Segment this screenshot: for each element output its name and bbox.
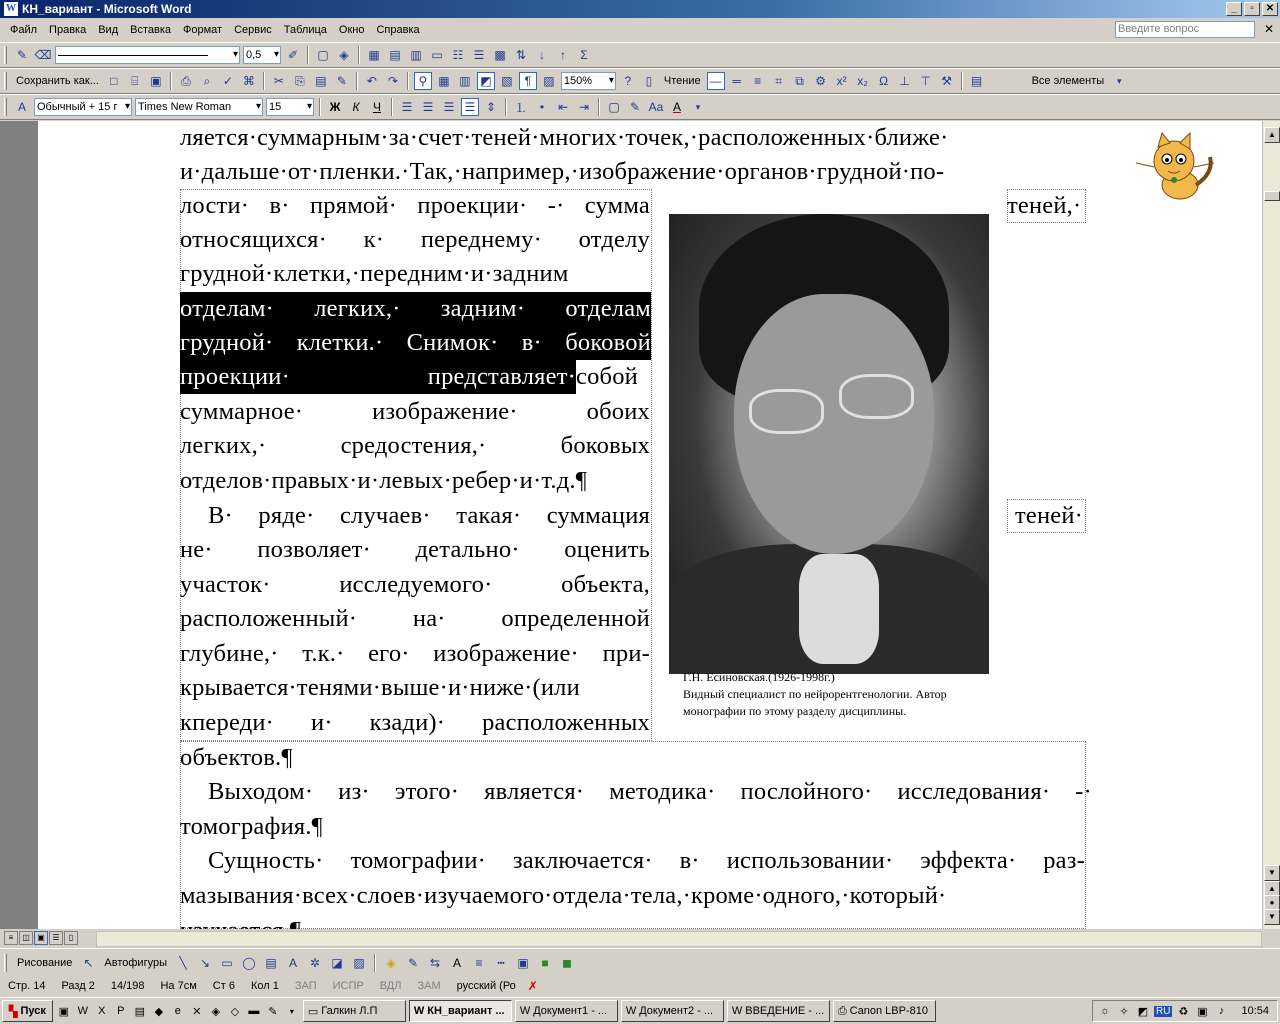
fill-color-icon[interactable]: ◈ — [386, 955, 396, 970]
save-icon[interactable]: ▣ — [150, 74, 162, 88]
vertical-scrollbar[interactable] — [1262, 121, 1280, 929]
chevron-down-icon[interactable]: ▾ — [1116, 75, 1122, 86]
quicklaunch-icon[interactable]: ▣ — [58, 1005, 70, 1018]
status-position: На 7см — [160, 980, 197, 992]
doc-line[interactable]: глубине,· т.к.· его· изображение· при- — [180, 640, 650, 667]
doc-line-selected[interactable]: проекции· представляет· — [180, 360, 576, 394]
doc-line[interactable]: объектов.¶ — [180, 744, 293, 771]
reading-view-icon[interactable]: ▯ — [64, 931, 78, 945]
doc-line[interactable]: В· ряде· случаев· такая· суммация — [208, 502, 650, 529]
justify-icon[interactable]: ☰ — [461, 98, 479, 116]
numbering-icon[interactable]: ⒈ — [514, 100, 527, 115]
doc-line[interactable]: и·дальше·от·пленки.·Так,·например,·изображение·органов·грудной·по- — [180, 158, 945, 185]
superscript-icon[interactable]: x² — [836, 74, 847, 88]
close-button[interactable]: ✕ — [1262, 2, 1278, 16]
previous-page-icon[interactable]: ▲ — [1264, 881, 1280, 897]
quicklaunch-icon[interactable]: X — [98, 1005, 106, 1017]
font-size-combo[interactable]: 15 ▾ — [266, 98, 314, 116]
shadow-icon[interactable]: ▣ — [517, 955, 529, 970]
menu-format[interactable]: Формат — [183, 24, 223, 36]
new-document-icon[interactable]: □ — [110, 74, 118, 88]
normal-view-icon[interactable]: ≡ — [4, 931, 18, 945]
zoom-combo[interactable]: 150% ▾ — [561, 72, 616, 90]
doc-line-selected[interactable]: грудной· клетки.· Снимок· в· боковой — [180, 326, 651, 360]
doc-line[interactable]: Сущность· томографии· заключается· в· использовании· эффекта· раз- — [208, 847, 1085, 874]
clock: 10:54 — [1241, 1005, 1269, 1017]
toolbar-tables-borders — [0, 42, 1280, 68]
insert-table2-icon[interactable]: ▥ — [459, 74, 471, 88]
tool-icon[interactable]: ⚒ — [941, 74, 952, 88]
taskbar-item[interactable]: W Документ2 - ... — [621, 1000, 724, 1022]
menu-help[interactable]: Справка — [376, 24, 420, 36]
tray-icon[interactable]: ☼ — [1099, 1005, 1111, 1017]
font-color2-icon[interactable]: A — [452, 955, 461, 970]
reading-button[interactable]: Чтение — [663, 75, 701, 87]
styles-icon[interactable]: A — [17, 100, 26, 114]
portrait-photo[interactable] — [669, 214, 989, 664]
status-rec[interactable]: ЗАП — [294, 980, 317, 992]
decrease-indent-icon[interactable]: ⇤ — [557, 100, 569, 114]
insert-table-icon[interactable]: ▦ — [368, 48, 380, 62]
bold-button[interactable]: Ж — [329, 100, 341, 114]
status-bar — [0, 976, 1280, 996]
status-column: Кол 1 — [250, 980, 279, 992]
status-ext[interactable]: ВДЛ — [379, 980, 402, 992]
toolbar-formatting — [0, 94, 1280, 120]
toolbar-drawing — [0, 948, 1280, 976]
doc-line[interactable]: теней,· — [1007, 192, 1082, 219]
horizontal-scrollbar[interactable] — [96, 931, 1262, 947]
doc-line[interactable]: отделов·правых·и·левых·ребер·и·т.д.¶ — [180, 467, 588, 494]
menu-window[interactable]: Окно — [338, 24, 365, 36]
maximize-button[interactable]: ▫ — [1244, 2, 1260, 16]
quicklaunch-icon[interactable]: e — [174, 1005, 181, 1017]
line-style-combo[interactable] — [55, 46, 240, 64]
menu-bar — [0, 18, 1280, 42]
chevron-down-icon[interactable]: ▾ — [289, 1006, 294, 1016]
style-combo[interactable]: Обычный + 15 г ▾ — [34, 98, 132, 116]
draw-table-icon[interactable]: ✎ — [16, 48, 28, 62]
quicklaunch-icon[interactable]: ▬ — [248, 1005, 260, 1017]
status-section: Разд 2 — [61, 980, 95, 992]
menu-tools[interactable]: Сервис — [234, 24, 272, 36]
toolbar-standard — [0, 68, 1280, 94]
insert-picture-icon[interactable]: ▨ — [543, 74, 555, 88]
photo-caption-line: Г.Н. Есиновская.(1926-1998г.) — [683, 670, 835, 684]
merge-cells-icon[interactable]: ▤ — [389, 48, 401, 62]
help-icon[interactable]: ? — [624, 74, 632, 88]
text-highlight-icon[interactable]: Aa — [648, 100, 664, 114]
doc-line[interactable]: кпереди· и· кзади)· расположенных — [180, 709, 650, 736]
spelling-status-icon[interactable]: ✗ — [527, 979, 538, 993]
autosum-icon[interactable]: Σ — [580, 48, 588, 62]
distribute-cols-icon[interactable]: ☰ — [473, 48, 485, 62]
all-elements-dropdown[interactable]: Все элементы — [1031, 75, 1105, 87]
doc-line-selected[interactable]: отделам· легких,· задним· отделам — [180, 292, 651, 326]
menu-file[interactable]: Файл — [10, 24, 38, 36]
quicklaunch-icon[interactable]: ✎ — [268, 1005, 278, 1018]
photo-caption-line: Видный специалист по нейрорентгенологии. Автор — [683, 687, 947, 701]
doc-line[interactable]: грудной·клетки,·передним·и·задним — [180, 260, 569, 287]
outside-border-icon[interactable]: ▢ — [317, 48, 329, 62]
status-page: Стр. 14 — [8, 980, 46, 992]
select-objects-icon[interactable]: ↖ — [83, 955, 94, 970]
volume-icon[interactable]: ♪ — [1218, 1005, 1225, 1017]
merge-icon[interactable]: ⊥ — [899, 74, 910, 88]
line-weight-combo[interactable]: 0,5 ▾ — [243, 46, 281, 64]
print-icon[interactable]: ⎙ — [181, 73, 191, 88]
eraser-icon[interactable]: ⌫ — [34, 48, 52, 62]
spelling-icon[interactable]: ✓ — [222, 74, 233, 88]
document-map-icon[interactable]: ▧ — [501, 74, 513, 88]
italic-button[interactable]: К — [352, 100, 360, 114]
double-line-icon[interactable]: ≡ — [754, 74, 762, 88]
web-view-icon[interactable]: ◫ — [19, 931, 33, 945]
show-formatting-icon[interactable]: ¶ — [519, 72, 537, 90]
doc-line[interactable]: томография.¶ — [180, 813, 323, 840]
close-document-button[interactable]: ✕ — [1263, 22, 1274, 36]
status-trk[interactable]: ИСПР — [332, 980, 364, 992]
ask-question-input[interactable]: Введите вопрос — [1115, 21, 1255, 38]
windows-taskbar — [0, 997, 1280, 1024]
equal-icon[interactable]: ═ — [732, 74, 741, 88]
tray-icon[interactable]: ◩ — [1137, 1005, 1149, 1018]
quicklaunch-icon[interactable]: ◆ — [154, 1005, 164, 1018]
print-preview-icon[interactable]: ⌕ — [203, 73, 211, 88]
photo-caption-line: монографии по этому разделу дисциплины. — [683, 704, 907, 718]
align-right-icon[interactable]: ☰ — [443, 100, 455, 114]
arrow-tool-icon[interactable]: ↘ — [199, 955, 211, 970]
system-tray — [1092, 1000, 1278, 1022]
clipart-icon[interactable]: ◪ — [331, 955, 343, 970]
doc-line[interactable]: крывается·тенями·выше·и·ниже·(или — [180, 674, 580, 701]
toolbar-grip — [4, 46, 7, 64]
menu-view[interactable]: Вид — [98, 24, 119, 36]
ungroup-icon[interactable]: ⚙ — [815, 74, 826, 88]
print-layout-icon[interactable]: ▣ — [34, 931, 48, 945]
font-combo[interactable]: Times New Roman ▾ — [135, 98, 263, 116]
taskbar-item[interactable]: W ВВЕДЕНИЕ - ... — [727, 1000, 830, 1022]
open-folder-icon[interactable]: ⌸ — [131, 73, 139, 88]
line-tool-icon[interactable]: ╲ — [179, 955, 187, 970]
line-icon[interactable]: — — [707, 72, 725, 90]
cut-icon[interactable]: ✂ — [273, 74, 284, 88]
copy-icon[interactable]: ⎘ — [295, 73, 305, 88]
redo-icon[interactable]: ↷ — [387, 74, 398, 88]
tray-icon[interactable]: ▣ — [1197, 1005, 1208, 1018]
taskbar-item[interactable]: ⎙ Canon LBP-810 — [833, 1000, 936, 1022]
doc-line[interactable]: ляется·суммарным·за·счет·теней·многих·точек,·расположенных·ближе· — [180, 124, 949, 151]
taskbar-item[interactable]: ▭ Галкин Л.П — [303, 1000, 406, 1022]
save-as-button[interactable]: Сохранить как... — [16, 75, 99, 87]
outside-border2-icon[interactable]: ▢ — [608, 100, 620, 114]
scroll-up-icon[interactable]: ▲ — [1264, 127, 1280, 143]
drawing-toggle-icon[interactable]: ◩ — [477, 72, 495, 90]
hyperlink-icon[interactable]: ⚲ — [414, 72, 432, 90]
rectangle-tool-icon[interactable]: ▭ — [221, 955, 233, 970]
chevron-down-icon[interactable]: ▾ — [695, 101, 701, 112]
research-icon[interactable]: ⌘ — [242, 74, 255, 88]
doc-line[interactable]: участок· исследуемого· объекта, — [180, 571, 650, 598]
status-ovr[interactable]: ЗАМ — [417, 980, 441, 992]
dash-style-icon[interactable]: ┅ — [497, 955, 505, 970]
line-style-icon[interactable]: ≡ — [475, 955, 483, 970]
window-title: КН_вариант - Microsoft Word — [22, 2, 192, 16]
menu-insert[interactable]: Вставка — [130, 24, 172, 36]
arrow-style-icon[interactable]: ⇆ — [429, 955, 441, 970]
quicklaunch-icon[interactable]: ✕ — [192, 1005, 202, 1018]
underline-button[interactable]: Ч — [373, 100, 381, 114]
outline-view-icon[interactable]: ☰ — [49, 931, 63, 945]
omega-icon[interactable]: Ω — [879, 74, 889, 88]
styles-pane-icon[interactable]: ▤ — [970, 74, 983, 88]
line-spacing-icon[interactable]: ⇕ — [485, 100, 497, 114]
title-bar — [0, 0, 1280, 18]
doc-line[interactable]: относящихся· к· переднему· отделу — [180, 226, 650, 253]
text-direction-icon[interactable]: ⇅ — [515, 48, 527, 62]
crop-icon[interactable]: ⌗ — [775, 73, 782, 88]
paste-icon[interactable]: ▤ — [315, 74, 327, 88]
group-icon[interactable]: ⧉ — [795, 73, 804, 88]
document-page[interactable] — [38, 121, 1262, 929]
highlight-icon[interactable]: ✎ — [629, 100, 641, 114]
align-cell-icon[interactable]: ▭ — [431, 48, 443, 62]
3d-style-icon[interactable]: ■ — [541, 955, 549, 970]
split-icon[interactable]: ⊤ — [920, 74, 931, 88]
status-pages: 14/198 — [110, 980, 145, 992]
undo-icon[interactable]: ↶ — [366, 74, 377, 88]
table-autoformat-icon[interactable]: ▩ — [494, 48, 506, 62]
minimize-button[interactable]: _ — [1226, 2, 1242, 16]
align-center-icon[interactable]: ☰ — [422, 100, 434, 114]
bullets-icon[interactable]: • — [539, 100, 545, 114]
menu-edit[interactable]: Правка — [49, 24, 87, 36]
subscript-icon[interactable]: x₂ — [857, 74, 868, 88]
shading-color-icon[interactable]: ◈ — [339, 48, 349, 62]
textbox-tool-icon[interactable]: ▤ — [265, 955, 277, 970]
tables-borders-icon[interactable]: ▦ — [438, 74, 450, 88]
next-page-icon[interactable]: ▼ — [1264, 909, 1280, 925]
tray-icon[interactable]: ✧ — [1119, 1005, 1129, 1018]
left-page-gutter — [0, 121, 38, 929]
doc-line[interactable]: собой — [576, 363, 638, 390]
doc-line[interactable]: не· позволяет· детально· оценить — [180, 536, 650, 563]
drawing-menu-button[interactable]: Рисование — [17, 956, 73, 969]
language-indicator[interactable]: RU — [1156, 1005, 1171, 1017]
diagram-icon[interactable]: ✲ — [309, 955, 321, 970]
font-color-icon[interactable]: A — [672, 100, 681, 114]
quicklaunch-icon[interactable]: P — [117, 1005, 125, 1017]
word-app-icon: W — [6, 3, 16, 14]
quicklaunch-icon[interactable]: W — [77, 1005, 89, 1017]
sort-ascending-icon[interactable]: ↓ — [539, 48, 545, 62]
align-left-icon[interactable]: ☰ — [401, 100, 413, 114]
split-cells-icon[interactable]: ▥ — [410, 48, 422, 62]
wordart-icon[interactable]: A — [288, 955, 297, 970]
doc-line[interactable]: лости· в· прямой· проекции· -· сумма — [180, 192, 650, 219]
quicklaunch-icon[interactable]: ▤ — [134, 1005, 146, 1018]
3d-icon[interactable]: ◼ — [562, 955, 572, 970]
doc-line[interactable]: теней· — [1015, 502, 1084, 529]
increase-indent-icon[interactable]: ⇥ — [578, 100, 590, 114]
status-language[interactable]: русский (Ро — [456, 980, 516, 992]
office-assistant-cat-icon[interactable] — [1134, 133, 1218, 203]
oval-tool-icon[interactable]: ◯ — [242, 955, 256, 970]
taskbar-item[interactable]: W Документ1 - ... — [515, 1000, 618, 1022]
insert-image-icon[interactable]: ▨ — [353, 955, 365, 970]
doc-line[interactable]: мазывания·всех·слоев·изучаемого·отдела·тела,·кроме·одного,·который· — [180, 882, 947, 909]
doc-line[interactable]: расположенный· на· определенной — [180, 605, 650, 632]
doc-line[interactable]: легких,· средостения,· боковых — [180, 432, 650, 459]
quicklaunch-icon[interactable]: ◈ — [211, 1005, 221, 1018]
doc-line[interactable]: Выходом· из· этого· является· методика· послойного· исследования· -· — [208, 778, 1092, 805]
tray-icon[interactable]: ♻ — [1178, 1005, 1189, 1018]
line-color-icon[interactable]: ✎ — [407, 955, 419, 970]
menu-table[interactable]: Таблица — [283, 24, 327, 36]
reading-layout-icon[interactable]: ▯ — [645, 74, 653, 88]
format-painter-icon[interactable]: ✎ — [336, 74, 347, 88]
quicklaunch-icon[interactable]: ◇ — [230, 1005, 240, 1018]
select-browse-object-icon[interactable]: ● — [1264, 895, 1280, 911]
status-line: Ст 6 — [212, 980, 235, 992]
taskbar-item-active[interactable]: W КН_вариант ... — [409, 1000, 512, 1022]
sort-descending-icon[interactable]: ↑ — [560, 48, 566, 62]
scroll-thumb[interactable] — [1264, 191, 1280, 201]
doc-line[interactable]: суммарное· изображение· обоих — [180, 398, 650, 425]
start-button[interactable]: ▚ Пуск — [2, 1000, 53, 1022]
distribute-rows-icon[interactable]: ☷ — [452, 48, 464, 62]
scroll-down-icon[interactable]: ▼ — [1264, 865, 1280, 881]
border-color-icon[interactable]: ✐ — [287, 48, 299, 62]
autoshapes-menu-button[interactable]: Автофигуры — [104, 956, 167, 969]
